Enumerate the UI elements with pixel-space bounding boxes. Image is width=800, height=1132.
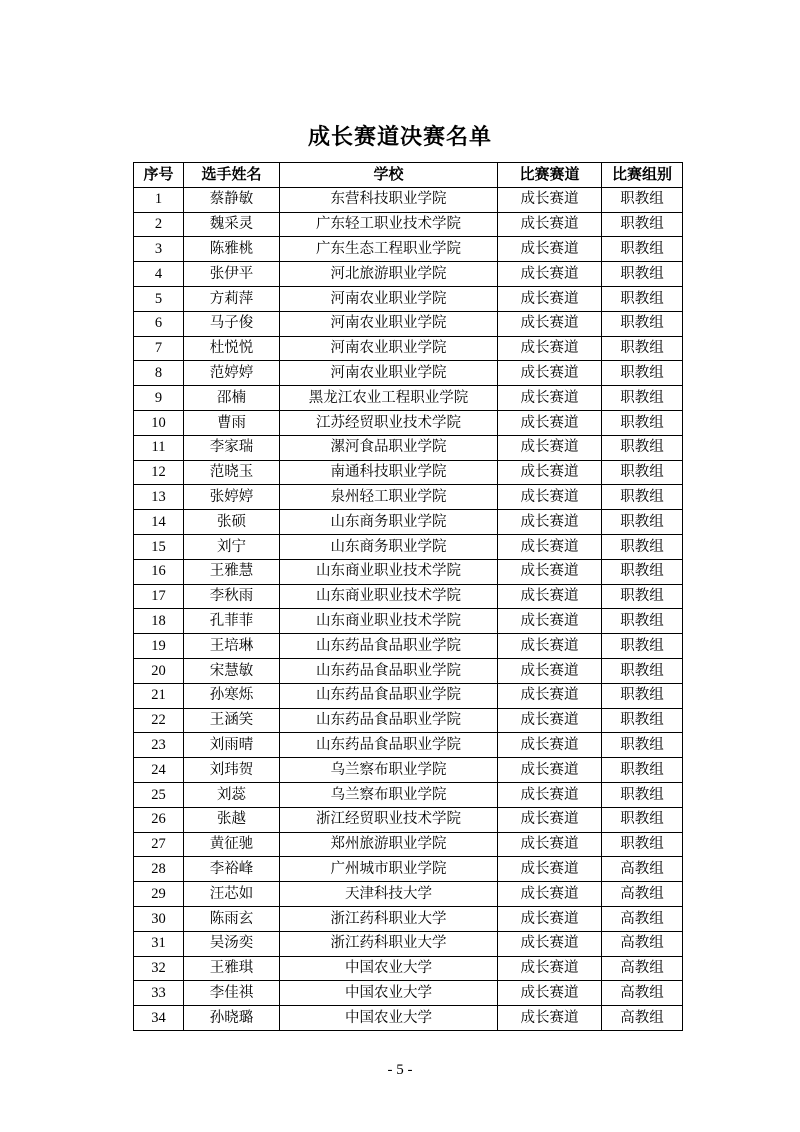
cell-name: 孙晓璐 xyxy=(184,1006,280,1031)
cell-school: 黑龙江农业工程职业学院 xyxy=(280,386,498,411)
cell-group: 职教组 xyxy=(602,336,683,361)
cell-track: 成长赛道 xyxy=(498,634,602,659)
cell-index: 9 xyxy=(134,386,184,411)
cell-school: 中国农业大学 xyxy=(280,956,498,981)
cell-index: 20 xyxy=(134,658,184,683)
cell-name: 李秋雨 xyxy=(184,584,280,609)
cell-school: 郑州旅游职业学院 xyxy=(280,832,498,857)
cell-index: 26 xyxy=(134,807,184,832)
cell-name: 王培琳 xyxy=(184,634,280,659)
header-index: 序号 xyxy=(134,163,184,188)
table-row xyxy=(134,336,683,361)
cell-school: 浙江药科职业大学 xyxy=(280,906,498,931)
cell-school: 乌兰察布职业学院 xyxy=(280,758,498,783)
cell-index: 16 xyxy=(134,559,184,584)
cell-name: 张伊平 xyxy=(184,262,280,287)
cell-group: 职教组 xyxy=(602,262,683,287)
page-number: - 5 - xyxy=(387,1062,413,1078)
cell-school: 山东商业职业技术学院 xyxy=(280,609,498,634)
cell-index: 27 xyxy=(134,832,184,857)
cell-group: 职教组 xyxy=(602,311,683,336)
cell-track: 成长赛道 xyxy=(498,733,602,758)
cell-track: 成长赛道 xyxy=(498,658,602,683)
cell-group: 职教组 xyxy=(602,410,683,435)
cell-track: 成长赛道 xyxy=(498,510,602,535)
table-row xyxy=(134,435,683,460)
cell-track: 成长赛道 xyxy=(498,336,602,361)
cell-group: 职教组 xyxy=(602,609,683,634)
cell-school: 山东商业职业技术学院 xyxy=(280,584,498,609)
cell-school: 山东药品食品职业学院 xyxy=(280,634,498,659)
table-row xyxy=(134,857,683,882)
cell-name: 刘蕊 xyxy=(184,782,280,807)
cell-index: 7 xyxy=(134,336,184,361)
cell-group: 职教组 xyxy=(602,187,683,212)
cell-school: 山东商务职业学院 xyxy=(280,510,498,535)
table-row xyxy=(134,609,683,634)
table-header-row xyxy=(134,163,683,188)
cell-track: 成长赛道 xyxy=(498,534,602,559)
cell-index: 17 xyxy=(134,584,184,609)
cell-group: 高教组 xyxy=(602,1006,683,1031)
table-row xyxy=(134,708,683,733)
cell-group: 职教组 xyxy=(602,584,683,609)
header-group: 比赛组别 xyxy=(602,163,683,188)
cell-index: 34 xyxy=(134,1006,184,1031)
cell-index: 5 xyxy=(134,286,184,311)
table-row xyxy=(134,906,683,931)
cell-school: 山东商业职业技术学院 xyxy=(280,559,498,584)
cell-group: 职教组 xyxy=(602,286,683,311)
cell-track: 成长赛道 xyxy=(498,1006,602,1031)
table-row xyxy=(134,733,683,758)
cell-index: 12 xyxy=(134,460,184,485)
table-body xyxy=(134,187,683,1030)
cell-index: 22 xyxy=(134,708,184,733)
table-row xyxy=(134,1006,683,1031)
cell-track: 成长赛道 xyxy=(498,237,602,262)
cell-track: 成长赛道 xyxy=(498,882,602,907)
table-row xyxy=(134,311,683,336)
cell-name: 范婷婷 xyxy=(184,361,280,386)
table-row xyxy=(134,956,683,981)
cell-group: 职教组 xyxy=(602,435,683,460)
cell-name: 李佳祺 xyxy=(184,981,280,1006)
header-track: 比赛赛道 xyxy=(498,163,602,188)
cell-track: 成长赛道 xyxy=(498,286,602,311)
cell-track: 成长赛道 xyxy=(498,386,602,411)
table-row xyxy=(134,782,683,807)
cell-school: 河南农业职业学院 xyxy=(280,361,498,386)
cell-group: 职教组 xyxy=(602,807,683,832)
table-row xyxy=(134,460,683,485)
cell-group: 职教组 xyxy=(602,782,683,807)
cell-school: 泉州轻工职业学院 xyxy=(280,485,498,510)
cell-school: 乌兰察布职业学院 xyxy=(280,782,498,807)
table-row xyxy=(134,658,683,683)
cell-name: 张越 xyxy=(184,807,280,832)
cell-school: 河北旅游职业学院 xyxy=(280,262,498,287)
cell-index: 18 xyxy=(134,609,184,634)
cell-name: 宋慧敏 xyxy=(184,658,280,683)
table-row xyxy=(134,410,683,435)
cell-index: 30 xyxy=(134,906,184,931)
table-row xyxy=(134,634,683,659)
cell-track: 成长赛道 xyxy=(498,187,602,212)
table-row xyxy=(134,832,683,857)
cell-school: 山东药品食品职业学院 xyxy=(280,708,498,733)
table-row xyxy=(134,485,683,510)
cell-name: 蔡静敏 xyxy=(184,187,280,212)
cell-school: 山东药品食品职业学院 xyxy=(280,658,498,683)
cell-track: 成长赛道 xyxy=(498,981,602,1006)
page-title: 成长赛道决赛名单 xyxy=(307,124,492,150)
cell-group: 职教组 xyxy=(602,634,683,659)
cell-school: 中国农业大学 xyxy=(280,1006,498,1031)
table-row xyxy=(134,187,683,212)
table-row xyxy=(134,386,683,411)
cell-name: 刘雨晴 xyxy=(184,733,280,758)
cell-name: 李家瑞 xyxy=(184,435,280,460)
cell-index: 13 xyxy=(134,485,184,510)
header-name: 选手姓名 xyxy=(184,163,280,188)
table-row xyxy=(134,931,683,956)
table-row xyxy=(134,286,683,311)
cell-name: 方莉萍 xyxy=(184,286,280,311)
cell-track: 成长赛道 xyxy=(498,311,602,336)
cell-name: 邵楠 xyxy=(184,386,280,411)
cell-group: 职教组 xyxy=(602,361,683,386)
table-row xyxy=(134,683,683,708)
cell-group: 高教组 xyxy=(602,981,683,1006)
cell-track: 成长赛道 xyxy=(498,906,602,931)
cell-track: 成长赛道 xyxy=(498,584,602,609)
cell-school: 东营科技职业学院 xyxy=(280,187,498,212)
cell-track: 成长赛道 xyxy=(498,956,602,981)
cell-group: 高教组 xyxy=(602,857,683,882)
cell-school: 南通科技职业学院 xyxy=(280,460,498,485)
cell-index: 32 xyxy=(134,956,184,981)
cell-track: 成长赛道 xyxy=(498,410,602,435)
cell-track: 成长赛道 xyxy=(498,782,602,807)
cell-name: 刘玮贺 xyxy=(184,758,280,783)
cell-index: 4 xyxy=(134,262,184,287)
cell-track: 成长赛道 xyxy=(498,460,602,485)
table-row xyxy=(134,584,683,609)
cell-name: 范晓玉 xyxy=(184,460,280,485)
cell-group: 职教组 xyxy=(602,510,683,535)
cell-track: 成长赛道 xyxy=(498,609,602,634)
cell-index: 3 xyxy=(134,237,184,262)
cell-track: 成长赛道 xyxy=(498,212,602,237)
cell-index: 28 xyxy=(134,857,184,882)
cell-school: 山东药品食品职业学院 xyxy=(280,683,498,708)
cell-group: 职教组 xyxy=(602,708,683,733)
cell-name: 吴汤奕 xyxy=(184,931,280,956)
cell-index: 33 xyxy=(134,981,184,1006)
cell-track: 成长赛道 xyxy=(498,758,602,783)
cell-index: 19 xyxy=(134,634,184,659)
header-school: 学校 xyxy=(280,163,498,188)
cell-group: 职教组 xyxy=(602,237,683,262)
cell-track: 成长赛道 xyxy=(498,708,602,733)
cell-group: 职教组 xyxy=(602,559,683,584)
cell-track: 成长赛道 xyxy=(498,857,602,882)
cell-track: 成长赛道 xyxy=(498,683,602,708)
cell-index: 1 xyxy=(134,187,184,212)
table-row xyxy=(134,559,683,584)
cell-name: 曹雨 xyxy=(184,410,280,435)
cell-group: 职教组 xyxy=(602,485,683,510)
cell-index: 25 xyxy=(134,782,184,807)
cell-group: 高教组 xyxy=(602,882,683,907)
cell-name: 张婷婷 xyxy=(184,485,280,510)
table-row xyxy=(134,262,683,287)
cell-track: 成长赛道 xyxy=(498,435,602,460)
cell-name: 刘宁 xyxy=(184,534,280,559)
cell-name: 魏采灵 xyxy=(184,212,280,237)
cell-group: 职教组 xyxy=(602,534,683,559)
cell-track: 成长赛道 xyxy=(498,832,602,857)
cell-name: 孙寒烁 xyxy=(184,683,280,708)
cell-name: 王涵笑 xyxy=(184,708,280,733)
cell-group: 职教组 xyxy=(602,733,683,758)
cell-group: 职教组 xyxy=(602,683,683,708)
cell-school: 天津科技大学 xyxy=(280,882,498,907)
table-row xyxy=(134,510,683,535)
cell-name: 汪芯如 xyxy=(184,882,280,907)
cell-school: 广州城市职业学院 xyxy=(280,857,498,882)
cell-index: 24 xyxy=(134,758,184,783)
cell-track: 成长赛道 xyxy=(498,559,602,584)
cell-school: 浙江经贸职业技术学院 xyxy=(280,807,498,832)
cell-school: 漯河食品职业学院 xyxy=(280,435,498,460)
cell-group: 职教组 xyxy=(602,832,683,857)
cell-track: 成长赛道 xyxy=(498,807,602,832)
cell-name: 李裕峰 xyxy=(184,857,280,882)
cell-track: 成长赛道 xyxy=(498,931,602,956)
cell-index: 11 xyxy=(134,435,184,460)
cell-name: 张硕 xyxy=(184,510,280,535)
cell-school: 河南农业职业学院 xyxy=(280,311,498,336)
cell-group: 职教组 xyxy=(602,212,683,237)
cell-group: 高教组 xyxy=(602,931,683,956)
table-row xyxy=(134,981,683,1006)
cell-school: 江苏经贸职业技术学院 xyxy=(280,410,498,435)
cell-track: 成长赛道 xyxy=(498,361,602,386)
cell-name: 王雅琪 xyxy=(184,956,280,981)
cell-index: 14 xyxy=(134,510,184,535)
cell-group: 职教组 xyxy=(602,658,683,683)
cell-name: 杜悦悦 xyxy=(184,336,280,361)
cell-school: 中国农业大学 xyxy=(280,981,498,1006)
cell-school: 山东商务职业学院 xyxy=(280,534,498,559)
table-row xyxy=(134,882,683,907)
cell-school: 河南农业职业学院 xyxy=(280,336,498,361)
cell-track: 成长赛道 xyxy=(498,262,602,287)
cell-group: 高教组 xyxy=(602,906,683,931)
cell-school: 浙江药科职业大学 xyxy=(280,931,498,956)
finalist-table xyxy=(133,162,683,1031)
cell-index: 15 xyxy=(134,534,184,559)
cell-name: 陈雨玄 xyxy=(184,906,280,931)
cell-school: 河南农业职业学院 xyxy=(280,286,498,311)
table-row xyxy=(134,534,683,559)
cell-index: 6 xyxy=(134,311,184,336)
cell-name: 孔菲菲 xyxy=(184,609,280,634)
cell-name: 王雅慧 xyxy=(184,559,280,584)
cell-index: 2 xyxy=(134,212,184,237)
cell-group: 职教组 xyxy=(602,758,683,783)
cell-index: 8 xyxy=(134,361,184,386)
cell-track: 成长赛道 xyxy=(498,485,602,510)
table-row xyxy=(134,237,683,262)
cell-index: 29 xyxy=(134,882,184,907)
cell-index: 10 xyxy=(134,410,184,435)
table-row xyxy=(134,807,683,832)
table-row xyxy=(134,361,683,386)
cell-school: 广东生态工程职业学院 xyxy=(280,237,498,262)
cell-school: 广东轻工职业技术学院 xyxy=(280,212,498,237)
cell-index: 21 xyxy=(134,683,184,708)
cell-name: 黄征驰 xyxy=(184,832,280,857)
cell-group: 职教组 xyxy=(602,460,683,485)
table-row xyxy=(134,212,683,237)
cell-group: 高教组 xyxy=(602,956,683,981)
cell-index: 31 xyxy=(134,931,184,956)
cell-school: 山东药品食品职业学院 xyxy=(280,733,498,758)
cell-name: 陈雅桃 xyxy=(184,237,280,262)
cell-index: 23 xyxy=(134,733,184,758)
cell-group: 职教组 xyxy=(602,386,683,411)
table-row xyxy=(134,758,683,783)
cell-name: 马子俊 xyxy=(184,311,280,336)
